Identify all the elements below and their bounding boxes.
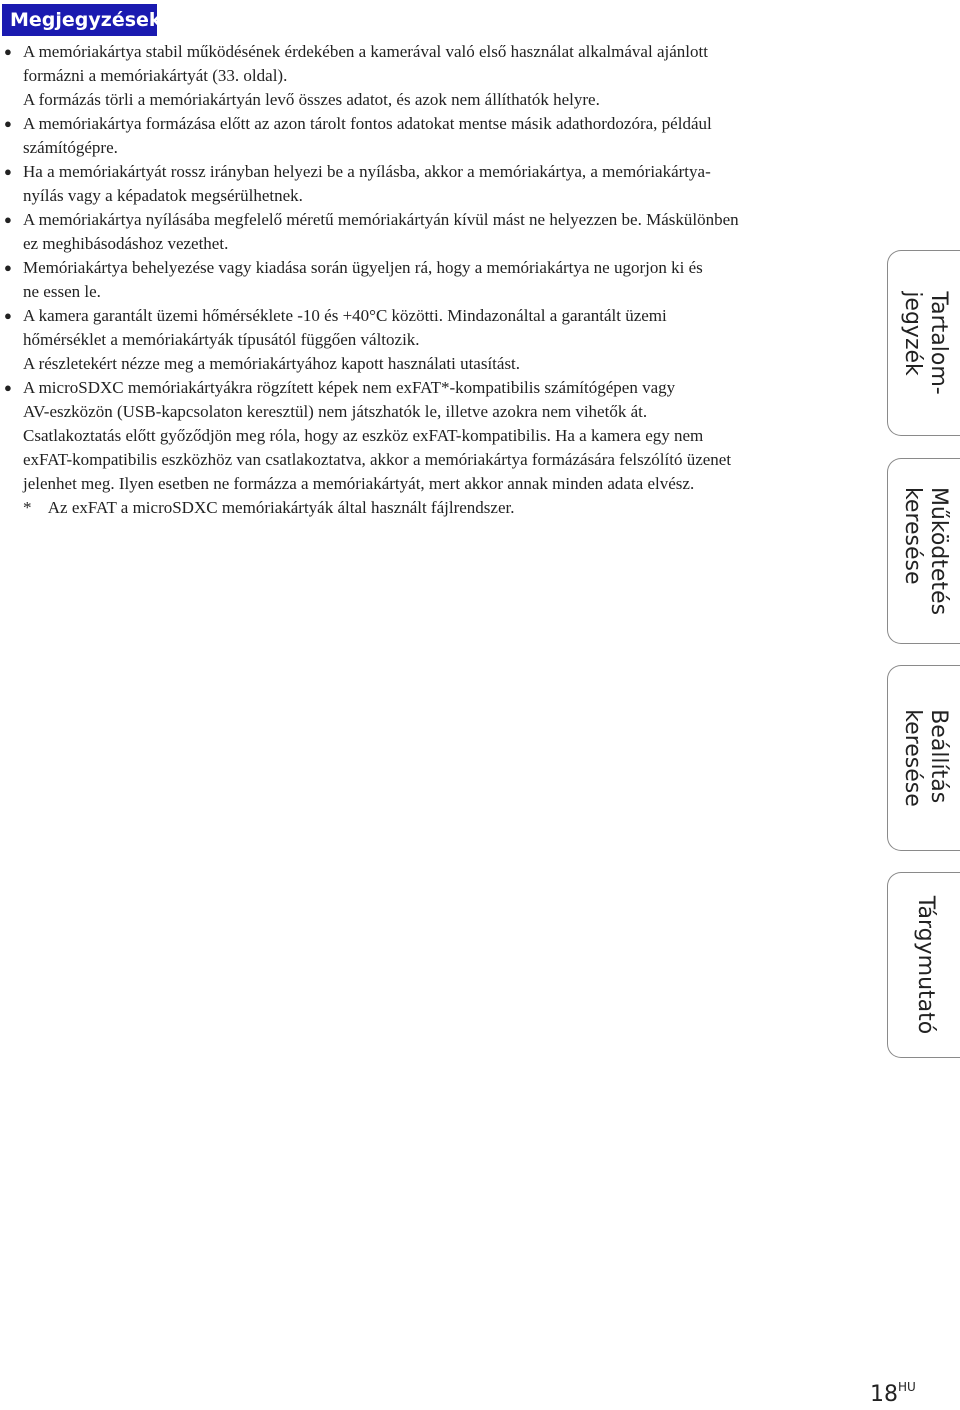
note-line: számítógépre. — [23, 138, 118, 157]
bullet-icon: ● — [4, 260, 12, 275]
note-line: A memóriakártya formázása előtt az azon tárolt fontos adatokat mentse másik adathordozóra, például — [23, 114, 712, 133]
note-line: Memóriakártya behelyezése vagy kiadása során ügyeljen rá, hogy a memóriakártya ne ugorjon ki és — [23, 258, 703, 277]
page-number — [870, 1380, 916, 1407]
note-item — [0, 40, 850, 112]
tab-table-of-contents[interactable] — [887, 250, 960, 436]
footnote — [0, 496, 850, 520]
note-line: A formázás törli a memóriakártyán levő összes adatot, és azok nem állíthatók helyre. — [23, 90, 600, 109]
note-item — [0, 112, 850, 160]
note-line: AV-eszközön (USB-kapcsolaton keresztül) nem játszhatók le, illetve azokra nem vihetők át. — [23, 402, 648, 421]
note-line: nyílás vagy a képadatok megsérülhetnek. — [23, 186, 303, 205]
note-line: Ha a memóriakártyát rossz irányban helyezi be a nyílásba, akkor a memóriakártya, a memóriakártya- — [23, 162, 711, 181]
page-number-value: 18 — [870, 1382, 898, 1407]
note-item — [0, 376, 850, 496]
bullet-icon: ● — [4, 116, 12, 131]
note-item — [0, 304, 850, 376]
note-line: formázni a memóriakártyát (33. oldal). — [23, 66, 288, 85]
bullet-icon: ● — [4, 44, 12, 59]
tab-label: Tárgymutató — [913, 895, 938, 1035]
footnote-text: Az exFAT a microSDXC memóriakártyák által használt fájlrendszer. — [47, 498, 515, 517]
tab-label: Működtetés keresése — [900, 486, 951, 616]
section-header: Megjegyzések — [2, 4, 157, 36]
bullet-icon: ● — [4, 212, 12, 227]
note-line: A memóriakártya stabil működésének érdekében a kamerával való első használat alkalmával ajánlott — [23, 42, 708, 61]
note-line: Csatlakoztatás előtt győződjön meg róla, hogy az eszköz exFAT-kompatibilis. Ha a kamera egy nem — [23, 426, 704, 445]
note-line: A microSDXC memóriakártyákra rögzített képek nem exFAT*-kompatibilis számítógépen vagy — [23, 378, 676, 397]
tab-label: Tartalom- jegyzék — [900, 291, 951, 395]
note-item — [0, 208, 850, 256]
bullet-icon: ● — [4, 380, 12, 395]
page-number-suffix: HU — [898, 1380, 916, 1394]
note-item — [0, 160, 850, 208]
footnote-mark: * — [23, 498, 32, 517]
note-line: ne essen le. — [23, 282, 101, 301]
note-item — [0, 256, 850, 304]
note-line: exFAT-kompatibilis eszközhöz van csatlakoztatva, akkor a memóriakártya formázására felszólító üzenet — [23, 450, 732, 469]
bullet-icon: ● — [4, 308, 12, 323]
note-line: A memóriakártya nyílásába megfelelő méretű memóriakártyán kívül mást ne helyezzen be. Máskülönben — [23, 210, 739, 229]
tab-index[interactable] — [887, 872, 960, 1058]
tab-operation-search[interactable] — [887, 458, 960, 644]
note-line: ez meghibásodáshoz vezethet. — [23, 234, 229, 253]
bullet-icon: ● — [4, 164, 12, 179]
note-line: hőmérséklet a memóriakártyák típusától függően változik. — [23, 330, 420, 349]
note-line: A kamera garantált üzemi hőmérséklete -10 és +40°C közötti. Mindazonáltal a garantált üzemi — [23, 306, 667, 325]
tab-label: Beállítás keresése — [900, 709, 951, 807]
note-line: A részletekért nézze meg a memóriakártyához kapott használati utasítást. — [23, 354, 521, 373]
notes-list — [0, 40, 850, 520]
tab-settings-search[interactable] — [887, 665, 960, 851]
note-line: jelenhet meg. Ilyen esetben ne formázza a memóriakártyát, mert akkor annak minden adata elvész. — [23, 474, 695, 493]
